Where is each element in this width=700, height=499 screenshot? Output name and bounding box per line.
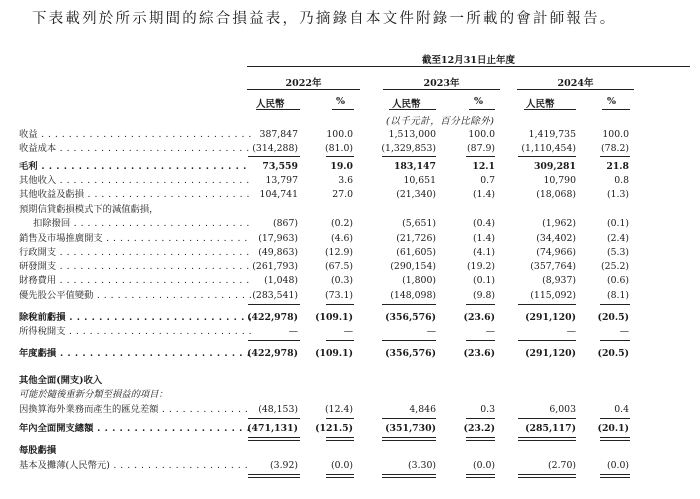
pct-header-2023: % xyxy=(474,96,484,107)
subtotal-line-2023-pct xyxy=(466,418,495,419)
cell-2023-rmb: (351,730) xyxy=(385,423,436,434)
cell-2022-pct: (0.0) xyxy=(330,460,353,471)
pct-underline-2023 xyxy=(469,109,495,110)
row-label: 年度虧損 . . . xyxy=(19,347,251,360)
cell-2023-pct: (1.4) xyxy=(472,189,495,200)
row-label: 預期信貸虧損模式下的減值虧損， xyxy=(19,204,159,215)
total-double-line-2023-pct xyxy=(466,437,495,441)
cell-2022-pct: 3.6 xyxy=(338,175,353,186)
subtotal-line-2023-rmb xyxy=(382,340,436,341)
cell-2022-pct: 19.0 xyxy=(330,161,353,172)
subtotal-line-2023-rmb xyxy=(382,304,436,305)
cell-2024-rmb: (34,402) xyxy=(536,233,576,244)
cell-2022-rmb: 73,559 xyxy=(262,161,298,172)
row-ecl-net xyxy=(0,217,700,230)
cell-2022-pct: (109.1) xyxy=(315,348,353,359)
cell-2022-rmb: (422,978) xyxy=(247,348,298,359)
row-label: 所得稅開支 . . . xyxy=(19,325,251,338)
cell-2022-rmb: (422,978) xyxy=(247,312,298,323)
rmb-underline-2024 xyxy=(524,109,576,110)
cell-2023-pct: (0.4) xyxy=(472,218,495,229)
row-label: 研發開支 . . . xyxy=(19,260,251,273)
row-loss-before-tax xyxy=(0,311,700,324)
row-admin-expenses xyxy=(0,246,700,259)
row-other-gains-losses xyxy=(0,188,700,201)
subtotal-line-2023-pct xyxy=(466,156,495,157)
year-2023-underline xyxy=(383,89,500,90)
cell-2023-rmb: 1,513,000 xyxy=(388,129,436,140)
row-label: 優先股公平值變動 . . . xyxy=(19,289,251,302)
cell-2023-rmb: (61,605) xyxy=(396,247,436,258)
cell-2022-pct: (12.4) xyxy=(325,404,353,415)
cell-2022-pct: (121.5) xyxy=(315,423,353,434)
cell-2024-pct: 0.8 xyxy=(614,175,629,186)
cell-2022-rmb: (3.92) xyxy=(270,460,298,471)
cell-2022-pct: 100.0 xyxy=(326,129,353,140)
cell-2023-rmb: (356,576) xyxy=(385,348,436,359)
cell-2022-pct: (4.6) xyxy=(330,233,353,244)
cell-2024-pct: (20.5) xyxy=(597,312,629,323)
row-label: 每股虧損 xyxy=(19,445,57,456)
cell-2022-pct: 27.0 xyxy=(332,189,353,200)
subtotal-line-2024-rmb xyxy=(518,340,576,341)
cell-2023-pct: — xyxy=(485,326,495,337)
cell-2024-rmb: (357,764) xyxy=(530,261,576,272)
subtotal-line-2024-pct xyxy=(600,156,630,157)
row-fx-differences xyxy=(0,403,700,416)
cell-2022-rmb: (1,048) xyxy=(264,275,298,286)
cell-2024-rmb: 10,790 xyxy=(543,175,576,186)
cell-2024-pct: (2.4) xyxy=(606,233,629,244)
rmb-underline-2023 xyxy=(389,109,436,110)
subtotal-line-2024-rmb xyxy=(518,418,576,419)
cell-2024-pct: (5.3) xyxy=(606,247,629,258)
cell-2024-pct: (25.2) xyxy=(601,261,629,272)
cell-2022-pct: (67.5) xyxy=(325,261,353,272)
row-eps-heading xyxy=(0,444,700,457)
subtotal-line-2022-pct xyxy=(326,340,354,341)
cell-2022-rmb: (471,131) xyxy=(247,423,298,434)
cell-2023-rmb: (290,154) xyxy=(390,261,436,272)
cell-2023-pct: 0.7 xyxy=(480,175,495,186)
cell-2024-pct: (1.3) xyxy=(606,189,629,200)
period-title: 截至12月31日止年度 xyxy=(422,55,515,66)
cell-2023-pct: (19.2) xyxy=(467,261,495,272)
cell-2024-rmb: 6,003 xyxy=(549,404,576,415)
subtotal-line-2023-pct xyxy=(466,340,495,341)
subtotal-line-2023-rmb xyxy=(382,418,436,419)
cell-2024-pct: 100.0 xyxy=(602,129,629,140)
cell-2024-rmb: (291,120) xyxy=(525,312,576,323)
row-income-tax xyxy=(0,325,700,338)
cell-2023-rmb: 4,846 xyxy=(409,404,436,415)
year-2024-underline xyxy=(517,89,634,90)
cell-2024-pct: — xyxy=(619,326,629,337)
row-finance-costs xyxy=(0,274,700,287)
eps-double-line-2024-rmb xyxy=(518,474,576,478)
cell-2023-pct: (23.2) xyxy=(463,423,495,434)
row-label: 收益成本 . . . xyxy=(19,142,251,155)
subtotal-line-2024-pct xyxy=(600,304,630,305)
row-cost-of-revenue xyxy=(0,142,700,155)
total-double-line-2023-rmb xyxy=(382,437,436,441)
row-label: 其他收入 . . . xyxy=(19,174,251,187)
subtotal-line-2022-rmb xyxy=(248,418,300,419)
cell-2024-pct: (8.1) xyxy=(606,290,629,301)
cell-2024-pct: (78.2) xyxy=(601,143,629,154)
cell-2024-pct: 21.8 xyxy=(606,161,629,172)
cell-2022-rmb: — xyxy=(288,326,298,337)
eps-double-line-2022-pct xyxy=(326,474,354,478)
cell-2023-pct: (1.4) xyxy=(472,233,495,244)
intro-text: 下表載列於所示期間的綜合損益表，乃摘錄自本文件附錄一所載的會計師報告。 xyxy=(32,11,617,27)
rmb-header-2022: 人民幣 xyxy=(256,99,285,110)
row-label: 銷售及市場推廣開支 . . . xyxy=(19,232,251,245)
row-label: 毛利 . . . xyxy=(19,160,251,173)
row-eps-basic-diluted xyxy=(0,459,700,472)
cell-2022-rmb: (314,288) xyxy=(252,143,298,154)
cell-2023-pct: (4.1) xyxy=(472,247,495,258)
cell-2023-pct: (9.8) xyxy=(472,290,495,301)
cell-2024-pct: 0.4 xyxy=(614,404,629,415)
cell-2022-pct: (0.3) xyxy=(330,275,353,286)
cell-2023-pct: (0.1) xyxy=(472,275,495,286)
cell-2023-pct: 100.0 xyxy=(468,129,495,140)
row-label: 除稅前虧損 . . . xyxy=(19,311,251,324)
subtotal-line-2022-pct xyxy=(326,418,354,419)
total-double-line-2022-pct xyxy=(326,437,354,441)
row-label: 收益 . . . xyxy=(19,128,251,141)
cell-2024-rmb: (74,966) xyxy=(536,247,576,258)
year-2023: 2023年 xyxy=(423,78,460,89)
row-preferred-shares-fv xyxy=(0,289,700,302)
cell-2022-rmb: (49,863) xyxy=(258,247,298,258)
row-other-income xyxy=(0,174,700,187)
cell-2023-rmb: 183,147 xyxy=(393,161,436,172)
cell-2022-pct: (12.9) xyxy=(325,247,353,258)
cell-2022-rmb: (17,963) xyxy=(258,233,298,244)
row-loss-for-year xyxy=(0,347,700,360)
cell-2023-rmb: 10,651 xyxy=(403,175,436,186)
pct-underline-2022 xyxy=(332,109,354,110)
pct-underline-2024 xyxy=(602,109,630,110)
cell-2023-rmb: (356,576) xyxy=(385,312,436,323)
year-2022-underline xyxy=(247,89,360,90)
cell-2023-rmb: (21,340) xyxy=(396,189,436,200)
rmb-header-2024: 人民幣 xyxy=(526,99,555,110)
cell-2024-rmb: (291,120) xyxy=(525,348,576,359)
cell-2022-pct: — xyxy=(343,326,353,337)
cell-2024-pct: (0.6) xyxy=(606,275,629,286)
period-underline xyxy=(247,66,690,67)
cell-2023-pct: 0.3 xyxy=(480,404,495,415)
rmb-header-2023: 人民幣 xyxy=(392,99,421,110)
subtotal-line-2022-rmb xyxy=(248,340,300,341)
row-label: 年內全面開支總額 . . . xyxy=(19,422,251,435)
cell-2023-rmb: (148,098) xyxy=(390,290,436,301)
cell-2024-rmb: (18,068) xyxy=(536,189,576,200)
row-label: 扣除撥回 . . . xyxy=(33,217,251,230)
pct-header-2022: % xyxy=(336,96,346,107)
cell-2022-rmb: (867) xyxy=(273,218,298,229)
subtotal-line-2024-rmb xyxy=(518,156,576,157)
cell-2024-rmb: 1,419,735 xyxy=(528,129,576,140)
cell-2024-rmb: (115,092) xyxy=(530,290,576,301)
row-gross-profit xyxy=(0,160,700,173)
cell-2023-rmb: (3.30) xyxy=(408,460,436,471)
subtotal-line-2022-pct xyxy=(326,304,354,305)
cell-2023-pct: (87.9) xyxy=(467,143,495,154)
cell-2024-rmb: — xyxy=(566,326,576,337)
cell-2022-pct: (73.1) xyxy=(325,290,353,301)
eps-double-line-2023-rmb xyxy=(382,474,436,478)
cell-2023-pct: (23.6) xyxy=(463,348,495,359)
cell-2022-rmb: 104,741 xyxy=(259,189,298,200)
cell-2022-pct: (109.1) xyxy=(315,312,353,323)
row-label: 基本及攤薄(人民幣元) . . . xyxy=(19,459,251,472)
cell-2023-rmb: (5,651) xyxy=(402,218,436,229)
row-label: 因換算海外業務而產生的匯兑差額 . . . xyxy=(19,403,251,416)
cell-2024-pct: (0.1) xyxy=(606,218,629,229)
row-rnd-expenses xyxy=(0,260,700,273)
cell-2022-rmb: (48,153) xyxy=(258,404,298,415)
cell-2023-rmb: (1,800) xyxy=(402,275,436,286)
cell-2024-rmb: (8,937) xyxy=(542,275,576,286)
total-double-line-2022-rmb xyxy=(248,437,300,441)
row-total-comprehensive xyxy=(0,422,700,435)
subtotal-line-2023-pct xyxy=(466,304,495,305)
cell-2023-pct: (23.6) xyxy=(463,312,495,323)
row-label: 其他收益及虧損 . . . xyxy=(19,188,251,201)
row-oci-heading xyxy=(0,374,700,387)
year-2024: 2024年 xyxy=(557,78,594,89)
cell-2024-pct: (20.5) xyxy=(597,348,629,359)
cell-2023-rmb: (21,726) xyxy=(396,233,436,244)
cell-2024-rmb: (1,110,454) xyxy=(521,143,576,154)
cell-2022-rmb: 387,847 xyxy=(259,129,298,140)
row-label: 其他全面(開支)收入 xyxy=(19,375,103,386)
unit-note: (以千元計，百分比除外) xyxy=(386,116,495,127)
cell-2024-rmb: (1,962) xyxy=(542,218,576,229)
cell-2024-pct: (0.0) xyxy=(606,460,629,471)
total-double-line-2024-rmb xyxy=(518,437,576,441)
row-selling-expenses xyxy=(0,232,700,245)
row-label: 財務費用 . . . xyxy=(19,274,251,287)
subtotal-line-2024-pct xyxy=(600,418,630,419)
cell-2023-pct: (0.0) xyxy=(472,460,495,471)
cell-2022-rmb: (261,793) xyxy=(252,261,298,272)
row-label: 可能於隨後重新分類至損益的項目： xyxy=(19,389,168,400)
cell-2022-pct: (0.2) xyxy=(330,218,353,229)
subtotal-line-2022-rmb xyxy=(248,304,300,305)
total-double-line-2024-pct xyxy=(600,437,630,441)
subtotal-line-2024-pct xyxy=(600,340,630,341)
eps-double-line-2022-rmb xyxy=(248,474,300,478)
subtotal-line-2023-rmb xyxy=(382,156,436,157)
cell-2022-rmb: 13,797 xyxy=(265,175,298,186)
cell-2023-pct: 12.1 xyxy=(472,161,495,172)
row-label: 行政開支 . . . xyxy=(19,246,251,259)
subtotal-line-2024-rmb xyxy=(518,304,576,305)
eps-double-line-2024-pct xyxy=(600,474,630,478)
cell-2022-rmb: (283,541) xyxy=(252,290,298,301)
cell-2024-rmb: (2.70) xyxy=(548,460,576,471)
eps-double-line-2023-pct xyxy=(466,474,495,478)
cell-2024-pct: (20.1) xyxy=(597,423,629,434)
subtotal-line-2022-rmb xyxy=(248,156,300,157)
cell-2024-rmb: (285,117) xyxy=(525,423,576,434)
cell-2023-rmb: — xyxy=(426,326,436,337)
cell-2022-pct: (81.0) xyxy=(325,143,353,154)
rmb-underline-2022 xyxy=(256,109,300,110)
cell-2023-rmb: (1,329,853) xyxy=(381,143,436,154)
pct-header-2024: % xyxy=(607,96,617,107)
row-revenue xyxy=(0,128,700,141)
subtotal-line-2022-pct xyxy=(326,156,354,157)
row-ecl-heading xyxy=(0,203,700,216)
row-reclass-heading xyxy=(0,388,700,401)
cell-2024-rmb: 309,281 xyxy=(533,161,576,172)
year-2022: 2022年 xyxy=(285,78,322,89)
